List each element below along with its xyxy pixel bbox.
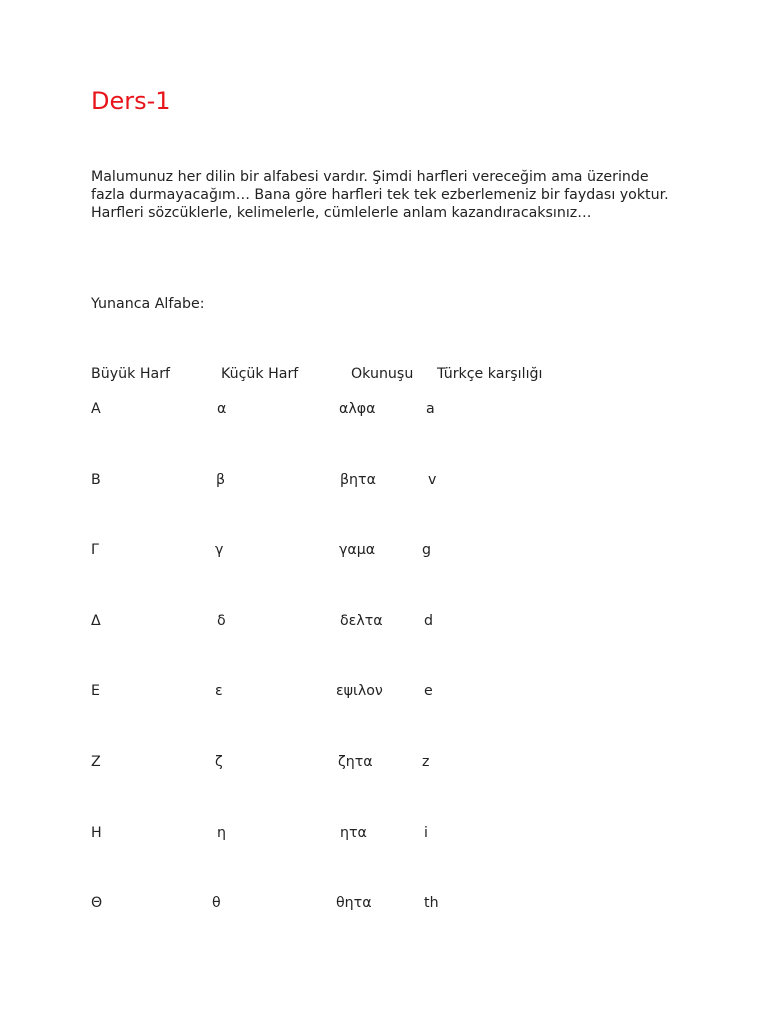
row-2-turkish: g xyxy=(422,542,432,558)
header-turkish: Türkçe karşılığı xyxy=(437,366,543,382)
row-7-pronunciation: θητα xyxy=(336,895,372,911)
row-1-pronunciation: βητα xyxy=(340,472,376,488)
row-7-uppercase: Θ xyxy=(91,895,103,911)
row-0-turkish: a xyxy=(426,401,435,417)
row-3-uppercase: Δ xyxy=(91,613,101,629)
row-6-turkish: i xyxy=(424,825,428,841)
row-5-turkish: z xyxy=(422,754,430,770)
row-1-lowercase: β xyxy=(216,472,226,488)
row-0-lowercase: α xyxy=(217,401,227,417)
row-0-pronunciation: αλφα xyxy=(339,401,376,417)
alphabet-heading: Yunanca Alfabe: xyxy=(91,296,205,312)
row-5-lowercase: ζ xyxy=(215,754,223,770)
row-5-uppercase: Ζ xyxy=(91,754,101,770)
row-1-turkish: v xyxy=(428,472,437,488)
row-5-pronunciation: ζητα xyxy=(338,754,373,770)
header-pronunciation: Okunuşu xyxy=(351,366,414,382)
row-4-pronunciation: εψιλον xyxy=(336,683,383,699)
intro-paragraph: Malumunuz her dilin bir alfabesi vardır. Şimdi harfleri vereceğim ama üzerinde fazla durmayacağım… Bana göre harfleri tek tek ezberlemeniz bir faydası yoktur. Harfleri sözcüklerle, kelimelerle, cümlelerle anlam kazandıracaksınız… xyxy=(91,169,669,222)
row-6-lowercase: η xyxy=(217,825,226,841)
row-0-uppercase: Α xyxy=(91,401,101,417)
header-lowercase: Küçük Harf xyxy=(221,366,299,382)
row-7-turkish: th xyxy=(424,895,439,911)
row-6-uppercase: Η xyxy=(91,825,102,841)
row-1-uppercase: Β xyxy=(91,472,101,488)
header-uppercase: Büyük Harf xyxy=(91,366,171,382)
row-6-pronunciation: ητα xyxy=(340,825,367,841)
row-3-turkish: d xyxy=(424,613,434,629)
row-3-pronunciation: δελτα xyxy=(340,613,383,629)
row-7-lowercase: θ xyxy=(212,895,221,911)
row-2-uppercase: Γ xyxy=(91,542,99,558)
row-4-lowercase: ε xyxy=(215,683,223,699)
row-3-lowercase: δ xyxy=(217,613,226,629)
row-2-lowercase: γ xyxy=(215,542,224,558)
row-2-pronunciation: γαμα xyxy=(339,542,376,558)
row-4-turkish: e xyxy=(424,683,433,699)
row-4-uppercase: Ε xyxy=(91,683,100,699)
page-title: Ders-1 xyxy=(91,87,171,115)
